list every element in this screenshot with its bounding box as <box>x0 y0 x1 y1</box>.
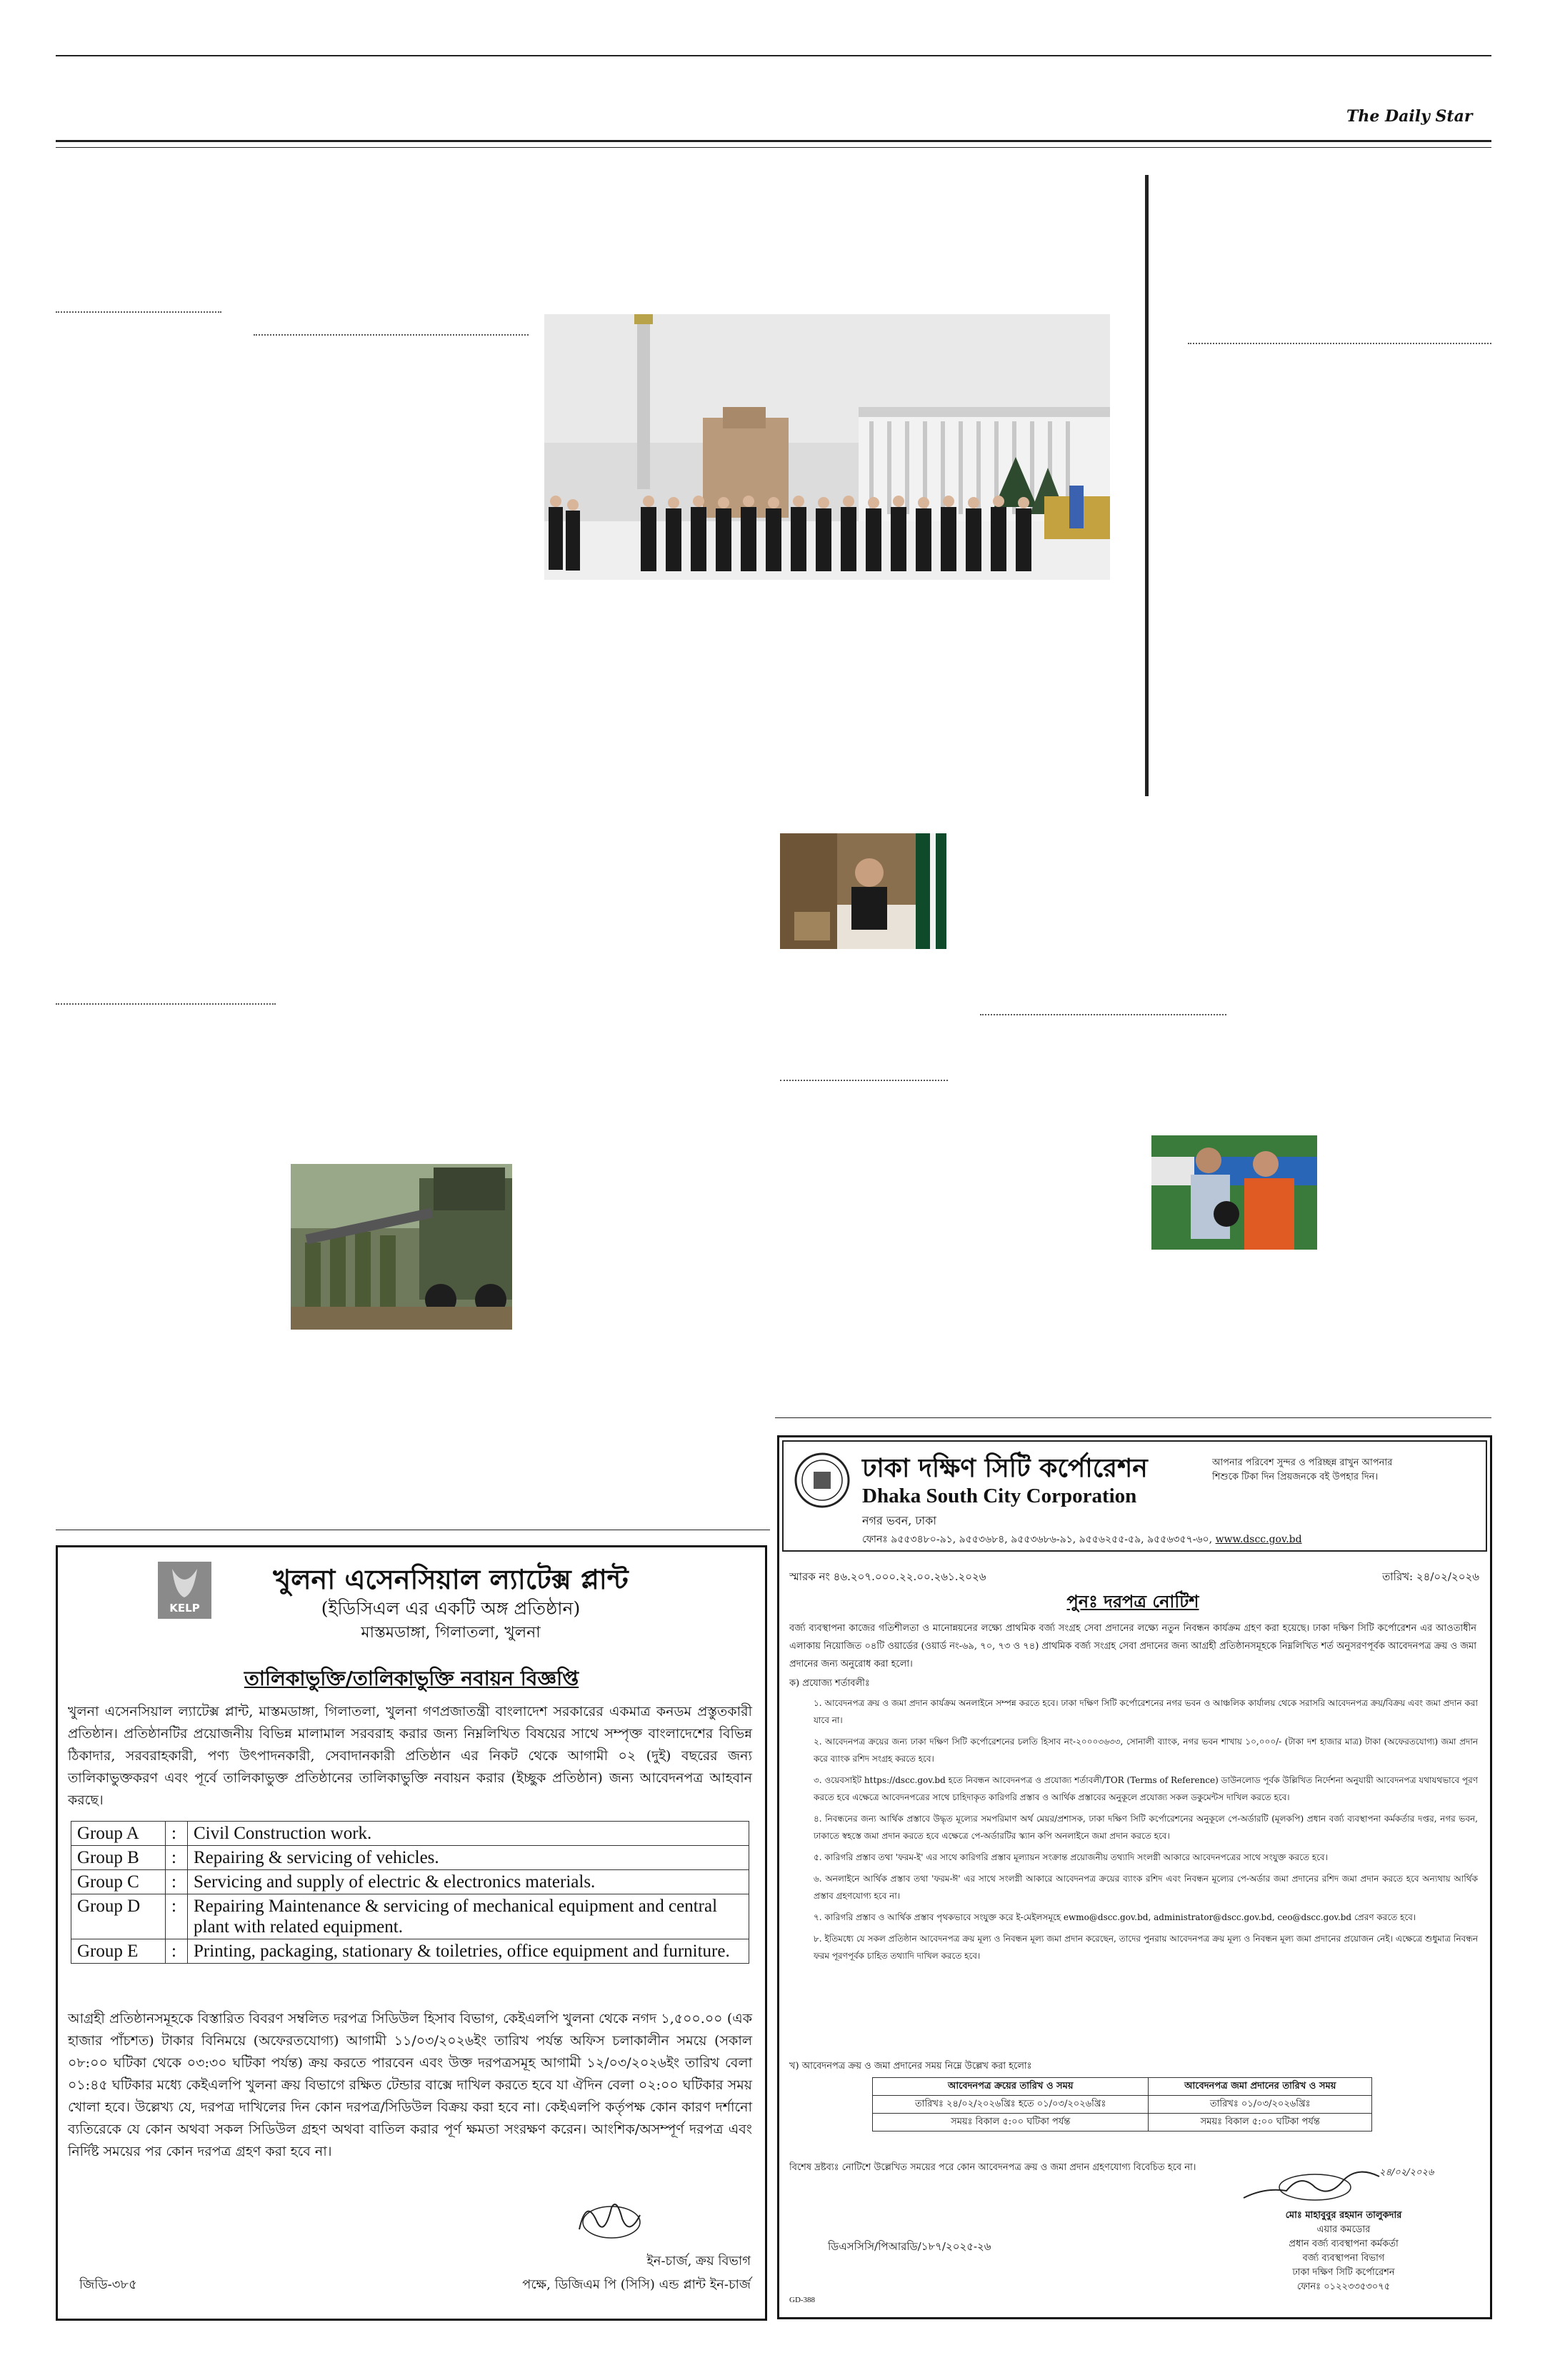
kelp-code: জিডি-৩৮৫ <box>79 2277 137 2292</box>
dscc-phones-text: ফোনঃ ৯৫৫৩৪৮০-৯১, ৯৫৫৩৬৮৪, ৯৫৫৩৬৮৬-৯১, ৯৫৫৬২৫৫-৫৯, ৯৫৫৬৩৫৭-৬০, <box>862 1534 1213 1545</box>
dscc-memo-no: ডিএসসিসি/পিআরডি/১৮৭/২০২৫-২৬ <box>828 2240 991 2253</box>
dscc-phones <box>862 1530 1476 1549</box>
dscc-signature <box>1236 2159 1401 2209</box>
schedule-cell: তারিখঃ ০১/০৩/২০২৬খ্রিঃ <box>1149 2096 1372 2114</box>
group-row <box>71 1846 749 1870</box>
dotted-rule <box>780 1080 948 1081</box>
dscc-signer-block <box>1208 2209 1479 2294</box>
dscc-header <box>782 1440 1487 1552</box>
condition-item: ৬. অনলাইনে আর্থিক প্রস্তাব তথা 'ফরম-ঈ' এর সাথে সংলগ্নী আকারে আবেদনপত্র ক্রয়ের ব্যাংক রশিদ এবং নিবন্ধন মূল্যের পে-অর্ডার জমা প্রদানের রশিদ জমা প্রদান করতে হবে অন্যথায় আর্থিক প্রস্তাব গ্রহণযোগ্য হবে না। <box>814 1874 1478 1901</box>
schedule-header: আবেদনপত্র জমা প্রদানের তারিখ ও সময় <box>1149 2078 1372 2096</box>
schedule-row <box>873 2114 1372 2132</box>
group-row <box>71 1894 749 1939</box>
group-row <box>71 1822 749 1846</box>
dscc-note: বিশেষ দ্রষ্টব্যঃ নোটিশে উল্লেখিত সময়ের পরে কোন আবেদনপত্র ক্রয় ও জমা প্রদান গ্রহণযোগ্য বিবেচিত হবে না। <box>789 2162 1196 2173</box>
dscc-signer-title: প্রধান বর্জ্য ব্যবস্থাপনা কর্মকর্তা <box>1289 2239 1399 2249</box>
group-sep: : <box>166 1846 188 1870</box>
kelp-sign-role: ইন-চার্জ, ক্রয় বিভাগ <box>646 2254 751 2269</box>
group-sep: : <box>166 1939 188 1964</box>
schedule-cell: সময়ঃ বিকাল ৫:০০ ঘটিকা পর্যন্ত <box>873 2114 1149 2132</box>
group-name: Group A <box>71 1822 166 1846</box>
news-photo-crowd <box>1151 1135 1317 1250</box>
dscc-date: তারিখ: ২৪/০২/২০২৬ <box>1382 1570 1479 1583</box>
masthead-rule-2 <box>56 147 1491 148</box>
dotted-rule <box>980 1014 1226 1015</box>
dscc-tender-ad <box>777 1435 1492 2319</box>
condition-item: ১. আবেদনপত্র ক্রয় ও জমা প্রদান কার্যক্রম অনলাইনে সম্পন্ন করতে হবে। ঢাকা দক্ষিণ সিটি কর্পোরেশনের নগর ভবন ও আঞ্চলিক কার্যালয় থেকে সরাসরি আবেদনপত্র ক্রয়/বিক্রয় এবং জমা প্রদান করা যাবে না। <box>814 1698 1478 1725</box>
condition-item: ৮. ইতিমধ্যে যে সকল প্রতিষ্ঠান আবেদনপত্র ক্রয় মূল্য ও নিবন্ধন মূল্য জমা প্রদান করেছেন, তাদের পুনরায় আবেদনপত্র ক্রয় মূল্য ও নিবন্ধন মূল্য জমা প্রদানের প্রয়োজন নেই। এক্ষেত্রে শুধুমাত্র নিবন্ধন ফরম পূরণপূর্বক চাহিত তথ্যাদি দাখিল করতে হবে। <box>814 1934 1478 1961</box>
dscc-slogan: আপনার পরিবেশ সুন্দর ও পরিচ্ছন্ন রাখুন আপনার শিশুকে টিকা দিন প্রিয়জনকে বই উপহার দিন। <box>1212 1457 1393 1482</box>
masthead-rule-1 <box>56 140 1491 142</box>
group-name: Group C <box>71 1870 166 1894</box>
dscc-ref-no: স্মারক নং ৪৬.২০৭.০০০.২২.০০.২৬১.২০২৬ <box>789 1570 986 1583</box>
condition-item: ২. আবেদনপত্র ক্রয়ের জন্য ঢাকা দক্ষিণ সিটি কর্পোরেশনের চলতি হিসাব নং-২০০০৩৬৩৩, সোনালী ব্যাংক, নগর ভবন শাখায় ১০,০০০/- (টাকা দশ হাজার মাত্র) টাকা (অফেরতযোগ্য) জমা প্রদান করে ব্যাংক রশিদ সংগ্রহ করতে হবে। <box>814 1737 1478 1764</box>
kelp-address: মাস্তমডাঙ্গা, গিলাতলা, খুলনা <box>361 1624 541 1642</box>
dscc-title: পুনঃ দরপত্র নোটিশ <box>1066 1592 1199 1612</box>
dscc-conditions-heading: ক) প্রযোজ্য শর্তাবলীঃ <box>789 1678 870 1689</box>
dotted-rule <box>56 311 221 313</box>
kelp-org-name: খুলনা এসেনসিয়াল ল্যাটেক্স প্লান্ট <box>273 1564 629 1595</box>
condition-item: ৫. কারিগরি প্রস্তাব তথা 'ফরম-ই' এর সাথে কারিগরি প্রস্তাব মূল্যায়ন সংক্রান্ত প্রয়োজনীয় তথ্যাদি সংলগ্নী আকারে আবেদনপত্রের সাথে সংযুক্ত করতে হবে। <box>814 1852 1328 1862</box>
ad-section-rule <box>775 1417 1491 1418</box>
dscc-schedule-heading: খ) আবেদনপত্র ক্রয় ও জমা প্রদানের সময় নিম্নে উল্লেখ করা হলোঃ <box>789 2061 1032 2072</box>
dscc-name-en: Dhaka South City Corporation <box>862 1485 1137 1507</box>
masthead-brand: The Daily Star <box>1346 107 1473 126</box>
dscc-code: GD-388 <box>789 2296 816 2304</box>
dotted-rule <box>56 1003 276 1005</box>
news-photo-portrait <box>780 833 946 949</box>
schedule-row <box>873 2096 1372 2114</box>
dscc-seal-icon <box>794 1452 851 1509</box>
dscc-sign-date: ২৪/০২/২০২৬ <box>1379 2167 1434 2178</box>
kelp-logo <box>158 1562 211 1619</box>
schedule-header-row <box>873 2078 1372 2096</box>
group-desc: Printing, packaging, stationary & toiletries, office equipment and furniture. <box>188 1939 749 1964</box>
schedule-cell: তারিখঃ ২৪/০২/২০২৬খ্রিঃ হতে ০১/০৩/২০২৬খ্রিঃ <box>873 2096 1149 2114</box>
dotted-rule <box>254 334 529 336</box>
group-name: Group E <box>71 1939 166 1964</box>
kelp-sign-for: পক্ষে, ডিজিএম পি (সিসি) এন্ড প্লান্ট ইন-চার্জ <box>522 2277 751 2292</box>
dscc-signer: মোঃ মাহাবুবুর রহমান তালুকদার <box>1285 2210 1402 2221</box>
group-sep: : <box>166 1894 188 1939</box>
group-desc: Repairing Maintenance & servicing of mechanical equipment and central plant with related equipment. <box>188 1894 749 1939</box>
dscc-schedule-table <box>872 2077 1372 2132</box>
dscc-signer-dept: বর্জ্য ব্যবস্থাপনা বিভাগ <box>1302 2253 1385 2264</box>
schedule-cell: সময়ঃ বিকাল ৫:০০ ঘটিকা পর্যন্ত <box>1149 2114 1372 2132</box>
group-desc: Civil Construction work. <box>188 1822 749 1846</box>
dscc-conditions-list <box>814 1694 1478 1969</box>
dscc-signer-phone: ফোনঃ ০১২২৩৩৫৩০৭৫ <box>1296 2281 1391 2292</box>
condition-item: ৩. ওয়েবসাইট https://dscc.gov.bd হতে নিবন্ধন আবেদনপত্র ও প্রযোজ্য শর্তাবলী/TOR (Terms of Reference) ডাউনলোড পূর্বক উল্লিখিত নির্দেশনা অনুযায়ী আবেদনপত্র যথাযথভাবে পূরণ করতে হবে এক্ষেত্রে আবেদনপত্রের সাথে চাহিদাকৃত কারিগরি প্রস্তাব ও আর্থিক প্রস্তাবের অনুকূলে প্রযোজ্য সকল ডকুমেন্টস দাখিল করতে হবে। <box>814 1775 1478 1802</box>
kelp-signature <box>572 2194 651 2244</box>
kelp-tender-ad <box>56 1545 767 2321</box>
dotted-rule <box>1188 343 1491 344</box>
dscc-website[interactable]: www.dscc.gov.bd <box>1215 1534 1302 1545</box>
group-sep: : <box>166 1870 188 1894</box>
group-desc: Repairing & servicing of vehicles. <box>188 1846 749 1870</box>
kelp-org-sub: (ইডিসিএল এর একটি অঙ্গ প্রতিষ্ঠান) <box>321 1598 581 1619</box>
kelp-logo-text: KELP <box>169 1602 200 1615</box>
column-separator <box>1145 175 1149 796</box>
condition-item: ৭. কারিগরি প্রস্তাব ও আর্থিক প্রস্তাব পৃথকভাবে সংযুক্ত করে ই-মেইলসমূহে ewmo@dscc.gov.bd, administrator@dscc.gov.bd, ceo@dscc.gov.bd প্রেরণ করতে হবে। <box>814 1912 1416 1922</box>
schedule-header: আবেদনপত্র ক্রয়ের তারিখ ও সময় <box>873 2078 1149 2096</box>
group-row <box>71 1870 749 1894</box>
group-sep: : <box>166 1822 188 1846</box>
group-row <box>71 1939 749 1964</box>
kelp-body: আগ্রহী প্রতিষ্ঠানসমূহকে বিস্তারিত বিবরণ সম্বলিত দরপত্র সিডিউল হিসাব বিভাগ, কেইএলপি খুলনা থেকে নগদ ১,৫০০.০০ (এক হাজার পাঁচশত) টাকার বিনিময়ে (অফেরতযোগ্য) আগামী ১১/০৩/২০২৬ইং তারিখ পর্যন্ত অফিস চলাকালীন সময়ে (সকাল ০৮:০০ ঘটিকা থেকে ০৩:৩০ ঘটিকা পর্যন্ত) ক্রয় করতে পারবেন এবং উক্ত দরপত্রসমূহ আগামী ১২/০৩/২০২৬ইং তারিখ বেলা ০১:৪৫ ঘটিকার মধ্যে কেইএলপি খুলনা ক্রয় বিভাগে রক্ষিত টেন্ডার বাক্সে দাখিল করতে হবে যা ঐদিন বেলা ০২:০০ ঘটিকার সময় খোলা হবে। উল্লেখ্য যে, দরপত্র দাখিলের দিন কোন দরপত্র/সিডিউল বিক্রয় করা হবে না। কেইএলপি কর্তৃপক্ষ কোন কারণ দর্শানো ব্যতিরেকে যে কোন অথবা সকল সিডিউল গ্রহণ অথবা বাতিল করার পূর্ণ ক্ষমতা সংরক্ষণ করেন। আংশিক/অসম্পূর্ণ দরপত্র এবং নির্দিষ্ট সময়ের পর কোন দরপত্র গ্রহণ করা হবে না। <box>68 2011 752 2159</box>
kelp-group-table <box>71 1821 749 1964</box>
news-photo-military <box>291 1164 512 1330</box>
top-rule <box>56 55 1491 56</box>
dscc-signer-org: ঢাকা দক্ষিণ সিটি কর্পোরেশন <box>1292 2267 1395 2278</box>
news-photo-square <box>544 314 1110 580</box>
group-desc: Servicing and supply of electric & electronics materials. <box>188 1870 749 1894</box>
group-name: Group D <box>71 1894 166 1939</box>
dscc-address: নগর ভবন, ঢাকা <box>862 1514 936 1527</box>
kelp-notice-title: তালিকাভুক্তি/তালিকাভুক্তি নবায়ন বিজ্ঞপ্তি <box>244 1667 579 1690</box>
dscc-name-bn: ঢাকা দক্ষিণ সিটি কর্পোরেশন <box>862 1454 1148 1483</box>
kelp-intro: খুলনা এসেনসিয়াল ল্যাটেক্স প্লান্ট, মাস্তমডাঙ্গা, গিলাতলা, খুলনা গণপ্রজাতন্ত্রী বাংলাদেশ সরকারের একমাত্র কনডম প্রস্তুতকারী প্রতিষ্ঠান। প্রতিষ্ঠানটির প্রয়োজনীয় বিভিন্ন মালামাল সরবরাহ করার জন্য নিম্নলিখিত বিষয়ের সাথে সম্পৃক্ত বাংলাদেশের বিভিন্ন ঠিকাদার, সরবরাহকারী, পণ্য উৎপাদনকারী, সেবাদানকারী প্রতিষ্ঠান এর নিকট থেকে আগামী ০২ (দুই) বছরের জন্য তালিকাভুক্তকরণ এবং পূর্বে তালিকাভুক্ত প্রতিষ্ঠানের তালিকাভুক্তি নবায়ন করার (ইচ্ছুক প্রতিষ্ঠান) জন্য আবেদনপত্র আহবান করছে। <box>68 1704 752 1808</box>
dscc-intro: বর্জ্য ব্যবস্থাপনা কাজের গতিশীলতা ও মানোন্নয়নের লক্ষ্যে প্রাথমিক বর্জ্য সংগ্রহ সেবা প্রদানের লক্ষ্যে নতুন নিবন্ধন কার্যক্রম গ্রহণ করা হয়েছে। ঢাকা দক্ষিণ সিটি কর্পোরেশন এর আওতাধীন এলাকায় নিয়োজিত ০৪টি ওয়ার্ডের (ওয়ার্ড নং-৬৯, ৭০, ৭৩ ও ৭৪) প্রাথমিক বর্জ্য সংগ্রহ সেবা প্রদানের জন্য আগ্রহী প্রতিষ্ঠানসমূহকে নিম্নলিখিত শর্ত অনুসরণপূর্বক আবেদনপত্র ক্রয় ও জমা প্রদানের জন্য অনুরোধ করা হলো। <box>789 1623 1476 1669</box>
condition-item: ৪. নিবন্ধনের জন্য আর্থিক প্রস্তাবে উদ্ধৃত মূল্যের সমপরিমাণ অর্থ মেয়র/প্রশাসক, ঢাকা দক্ষিণ সিটি কর্পোরেশনের অনুকূলে পে-অর্ডারটি (মূলকপি) প্রধান বর্জ্য ব্যবস্থাপনা কর্মকর্তার দপ্তর, নগর ভবন, ঢাকাতে স্বহস্তে জমা প্রদান করতে হবে এক্ষেত্রে পে-অর্ডারটির স্ক্যান কপি অনলাইনে জমা প্রদান করতে হবে। <box>814 1814 1478 1841</box>
dscc-signer-rank: এয়ার কমডোর <box>1316 2224 1371 2235</box>
group-name: Group B <box>71 1846 166 1870</box>
